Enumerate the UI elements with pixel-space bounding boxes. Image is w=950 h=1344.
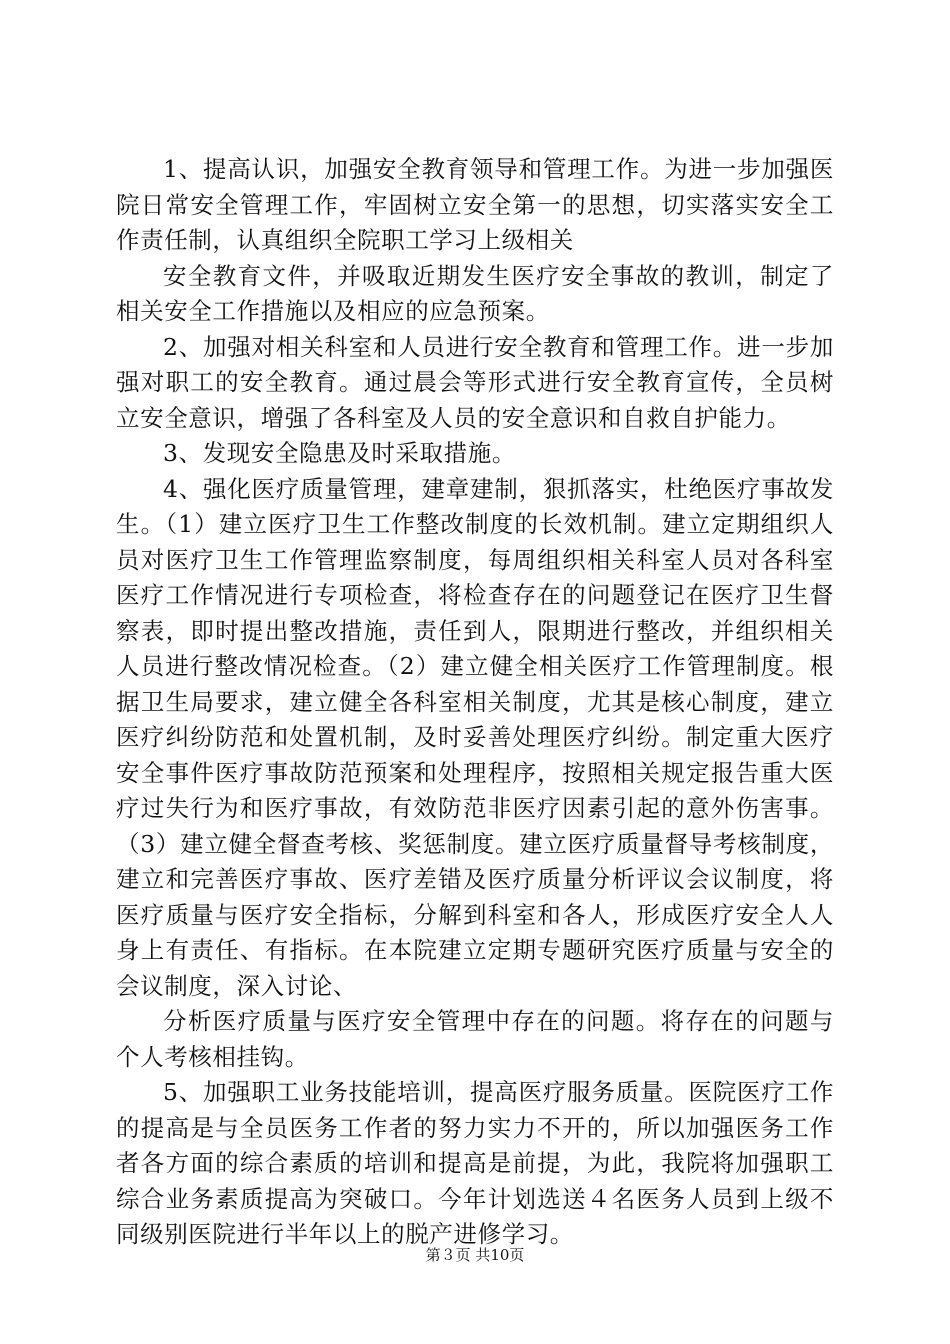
paragraph-4: 3、发现安全隐患及时采取措施。	[163, 439, 516, 467]
paragraph-3: 2、加强对相关科室和人员进行安全教育和管理工作。进一步加强对职工的安全教育。通过晨会等形式进行安全教育宣传，全员树立安全意识，增强了各科室及人员的安全意识和自救自护能力。	[116, 332, 834, 432]
page-footer: 第３页 共10页	[425, 1246, 525, 1264]
paragraph-7: 5、加强职工业务技能培训，提高医疗服务质量。医院医疗工作的提高是与全员医务工作者的努力实力不开的，所以加强医务工作者各方面的综合素质的培训和提高是前提，为此，我院将加强职工综合业务素质提高为突破口。今年计划选送４名医务人员到上级不同级别医院进行半年以上的脱产进修学习。	[116, 1078, 834, 1248]
document-body	[116, 152, 834, 1253]
paragraph-2: 安全教育文件，并吸取近期发生医疗安全事故的教训，制定了相关安全工作措施以及相应的应急预案。	[116, 261, 834, 325]
paragraph-6: 分析医疗质量与医疗安全管理中存在的问题。将存在的问题与个人考核相挂钩。	[116, 1007, 834, 1071]
paragraph-1: 1、提高认识，加强安全教育领导和管理工作。为进一步加强医院日常安全管理工作，牢固树立安全第一的思想，切实落实安全工作责任制，认真组织全院职工学习上级相关	[116, 155, 834, 254]
paragraph-5: 4、强化医疗质量管理，建章建制，狠抓落实，杜绝医疗事故发生。（1）建立医疗卫生工作整改制度的长效机制。建立定期组织人员对医疗卫生工作管理监察制度，每周组织相关科室人员对各科室医疗工作情况进行专项检查，将检查存在的问题登记在医疗卫生督察表，即时提出整改措施，责任到人，限期进行整改，并组织相关人员进行整改情况检查。（2）建立健全相关医疗工作管理制度。根据卫生局要求，建立健全各科室相关制度，尤其是核心制度，建立医疗纠纷防范和处置机制，及时妥善处理医疗纠纷。制定重大医疗安全事件医疗事故防范预案和处理程序，按照相关规定报告重大医疗过失行为和医疗事故，有效防范非医疗因素引起的意外伤害事。（3）建立健全督查考核、奖惩制度。建立医疗质量督导考核制度，建立和完善医疗事故、医疗差错及医疗质量分析评议会议制度，将医疗质量与医疗安全指标，分解到科室和各人，形成医疗安全人人身上有责任、有指标。在本院建立定期专题研究医疗质量与安全的会议制度，深入讨论、	[116, 474, 834, 1000]
